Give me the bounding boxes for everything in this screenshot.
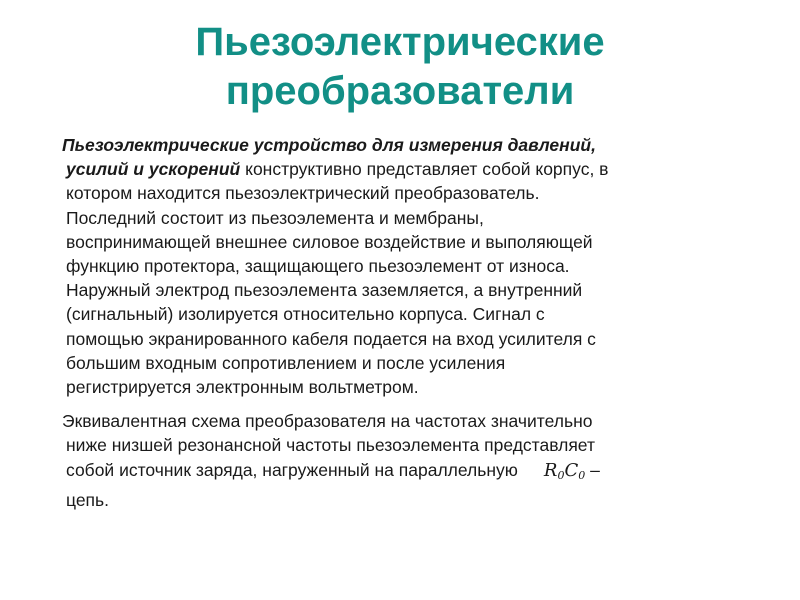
paragraph-1-line-10: большим входным сопротивлением и после усиления (66, 352, 506, 373)
slide-title (0, 18, 800, 116)
slide-title-line-1: Пьезоэлектрические (195, 20, 605, 64)
formula-c-subscript: 0 (578, 468, 586, 482)
paragraph-2-line-3 (62, 458, 758, 488)
paragraph-1-line-6: функцию протектора, защищающего пьезоэлемент от износа. (66, 256, 570, 277)
paragraph-2-line-4: цепь. (66, 489, 110, 510)
paragraph-1-line-2-rest: конструктивно представляет собой корпус, в (240, 159, 609, 180)
emphasis-text: усилий и ускорений (66, 159, 241, 180)
formula-r-subscript: 0 (557, 468, 565, 482)
formula-c: C (564, 459, 579, 481)
formula-r: R (543, 459, 558, 481)
paragraph-1-line-4: Последний состоит из пьезоэлемента и мембраны, (66, 207, 484, 228)
formula-r0c0 (544, 459, 585, 488)
slide-body (58, 133, 758, 512)
paragraph-1-line-11: регистрируется электронным вольтметром. (66, 377, 419, 398)
paragraph-1-line-1: Пьезоэлектрические устройство для измерения давлений, (62, 135, 596, 155)
paragraph-2-line-1: Эквивалентная схема преобразователя на частотах значительно (62, 411, 593, 432)
paragraph-equivalent-circuit (58, 409, 758, 512)
paragraph-1-line-7: Наружный электрод пьезоэлемента заземляется, а внутренний (66, 280, 583, 301)
paragraph-1-line-3: котором находится пьезоэлектрический преобразователь. (66, 183, 540, 204)
slide-title-line-2: преобразователи (225, 69, 575, 113)
paragraph-2-line-3-text: собой источник заряда, нагруженный на параллельную (66, 459, 518, 480)
paragraph-description (58, 133, 758, 399)
paragraph-1-line-2 (62, 157, 758, 181)
paragraph-2-line-2: ниже низшей резонансной частоты пьезоэлемента представляет (66, 435, 595, 456)
paragraph-1-line-9: помощью экранированного кабеля подается на вход усилителя с (66, 328, 596, 349)
paragraph-1-line-8: (сигнальный) изолируется относительно корпуса. Сигнал с (66, 304, 545, 325)
formula-dash: – (585, 459, 600, 480)
paragraph-1-line-5: воспринимающей внешнее силовое воздействие и выполяющей (66, 231, 593, 252)
